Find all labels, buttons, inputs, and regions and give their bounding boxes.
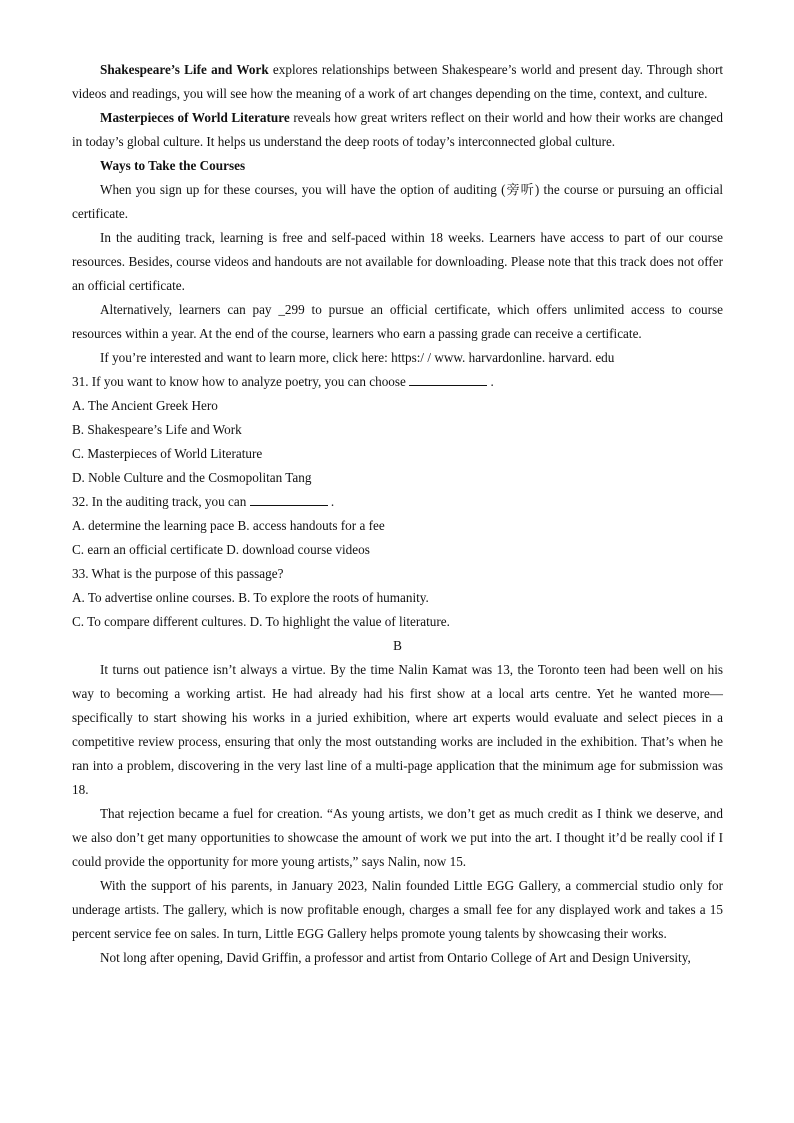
q31-option-c: C. Masterpieces of World Literature — [72, 446, 263, 461]
q31-option-b: B. Shakespeare’s Life and Work — [72, 422, 242, 437]
course-shakespeare-paragraph — [72, 58, 723, 106]
ways-paragraph-1: When you sign up for these courses, you will have the option of auditing (旁听) the course or pursuing an official certificate. — [72, 182, 723, 221]
ways-paragraph-4: If you’re interested and want to learn more, click here: https:/ / www. harvardonline. harvard. edu — [100, 350, 615, 365]
section-b-paragraph-4: Not long after opening, David Griffin, a professor and artist from Ontario College of Art and Design University, — [100, 950, 691, 965]
section-b-label: B — [393, 638, 402, 653]
course-shakespeare-desc: explores relationships between Shakespeare’s world and present day. Through short videos and readings, you will see how the meaning of a work of art changes depending on the time, context, and culture. — [72, 62, 723, 101]
course-masterpieces-title: Masterpieces of World Literature — [100, 110, 290, 125]
section-b-paragraph-2: That rejection became a fuel for creation. “As young artists, we don’t get as much credit as I think we deserve, and we also don’t get many opportunities to showcase the amount of work we put into the art. I thought it’d be really cool if I could provide the opportunity for more young artists,” says Nalin, now 15. — [72, 806, 723, 869]
question-32: 32. In the auditing track, you can . — [72, 494, 335, 509]
q33-options-ab: A. To advertise online courses. B. To explore the roots of humanity. — [72, 590, 429, 605]
q31-option-a: A. The Ancient Greek Hero — [72, 398, 218, 413]
course-masterpieces-paragraph — [72, 106, 723, 154]
q31-option-d: D. Noble Culture and the Cosmopolitan Tang — [72, 470, 312, 485]
section-b-paragraph-3: With the support of his parents, in January 2023, Nalin founded Little EGG Gallery, a commercial studio only for underage artists. The gallery, which is now profitable enough, charges a small fee for any displayed work and takes a 15 percent service fee on sales. In turn, Little EGG Gallery helps promote young talents by showcasing their works. — [72, 878, 723, 941]
answer-blank — [250, 492, 328, 506]
course-shakespeare-title: Shakespeare’s Life and Work — [100, 62, 269, 77]
q32-options-cd: C. earn an official certificate D. download course videos — [72, 542, 370, 557]
q33-options-cd: C. To compare different cultures. D. To highlight the value of literature. — [72, 614, 450, 629]
section-b-paragraph-1: It turns out patience isn’t always a virtue. By the time Nalin Kamat was 13, the Toronto teen had been well on his way to becoming a working artist. He had already had his first show at a local arts centre. Yet he wanted more—specifically to start showing his works in a juried exhibition, where art experts would evaluate and select pieces in a competitive review process, ensuring that only the most outstanding works are included in the exhibition. That’s when he ran into a problem, discovering in the very last line of a multi-page application that the minimum age for submission was 18. — [72, 662, 723, 797]
ways-paragraph-3: Alternatively, learners can pay _299 to pursue an official certificate, which offers unlimited access to course resources within a year. At the end of the course, learners who earn a passing grade can receive a certificate. — [72, 302, 723, 341]
q32-options-ab: A. determine the learning pace B. access handouts for a fee — [72, 518, 385, 533]
question-33: 33. What is the purpose of this passage? — [72, 566, 284, 581]
answer-blank — [409, 372, 487, 386]
ways-heading: Ways to Take the Courses — [100, 158, 246, 173]
question-31: 31. If you want to know how to analyze poetry, you can choose . — [72, 374, 494, 389]
course-masterpieces-desc: reveals how great writers reflect on their world and how their works are changed in today’s global culture. It helps us understand the deep roots of today’s interconnected global culture. — [72, 110, 723, 149]
ways-paragraph-2: In the auditing track, learning is free and self-paced within 18 weeks. Learners have access to part of our course resources. Besides, course videos and handouts are not available for downloading. Please note that this track does not offer an official certificate. — [72, 230, 723, 293]
document-page — [72, 58, 723, 970]
